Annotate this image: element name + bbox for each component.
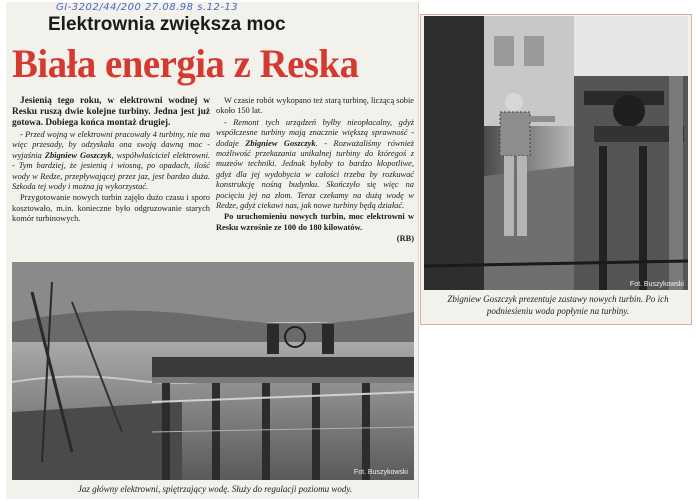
person-name: Zbigniew Goszczyk xyxy=(44,150,112,160)
person-name: Zbigniew Goszczyk xyxy=(245,138,316,148)
photo-weir xyxy=(12,262,414,480)
archive-note: GI-3202/44/200 27.08.98 s.12-13 xyxy=(56,2,239,13)
photo-credit: Fot. Buszykowski xyxy=(629,281,684,288)
photo-credit: Fot. Buszykowski xyxy=(353,469,408,476)
photo-caption: Jaz główny elektrowni, spiętrzający wodę. Służy do regulacji poziomu wody. xyxy=(77,484,353,494)
article-headline: Biała energia z Reska xyxy=(12,41,359,86)
article-paragraph: - Remont tych urządzeń byłby nieopłacalny, gdyż współczesne turbiny mają znacznie większą sprawność - dodaje Zbigniew Goszczyk. - Rozważaliśmy również możliwość przekazania unikalnej turbiny do któregoś z muzeów techniki. Jednak byłoby to bardzo kłopotliwe, gdyż dla jej wydobycia w całości trzeba by rozkuwać konstrukcję nośną budynku. Skończyło się więc na pocięciu jej na złom. Teraz czekamy na dużą wodę w Redze, gdyż ciekawi nas, jak nowe turbiny będą działać. xyxy=(216,117,414,211)
article-paragraph: W czasie robót wykopano też starą turbinę, liczącą sobie około 150 lat. xyxy=(216,96,414,116)
photo-caption: Zbigniew Goszczyk prezentuje zastawy nowych turbin. Po ich podniesieniu woda popłynie na turbiny. xyxy=(447,294,669,316)
article-paragraph: Po uruchomieniu nowych turbin, moc elektrowni w Resku wzrośnie ze 100 do 180 kilowatów. xyxy=(216,212,414,232)
article-column-1 xyxy=(12,96,210,258)
photo-turbine-gates xyxy=(424,16,688,290)
article-signature: (RB) xyxy=(396,234,414,244)
article-paragraph: - Przed wojną w elektrowni pracowały 4 turbiny, nie ma więc przesady, by odzyskała ona swoją dawną moc - wyjaśnia Zbigniew Goszczyk, współwłaściciel elektrowni. - Tym bardziej, że jesienią i wiosną, po opadach, ilość wody w Redze, przepływającej przez jaz, jest bardzo duża. Szkoda tej wody i można ją wykorzystać. xyxy=(12,130,210,192)
article-column-2 xyxy=(216,96,414,258)
article-kicker: Elektrownia zwiększa moc xyxy=(48,14,286,35)
article-lead: Jesienią tego roku, w elektrowni wodnej w Resku ruszą dwie kolejne turbiny. Jedna jest już gotowa. Dobiega końca montaż drugiej. xyxy=(12,96,210,128)
article-paragraph: Przygotowanie nowych turbin zajęło dużo czasu i sporo kosztowało, m.in. konieczne było odgruzowanie starych komór turbinowych. xyxy=(12,193,210,224)
